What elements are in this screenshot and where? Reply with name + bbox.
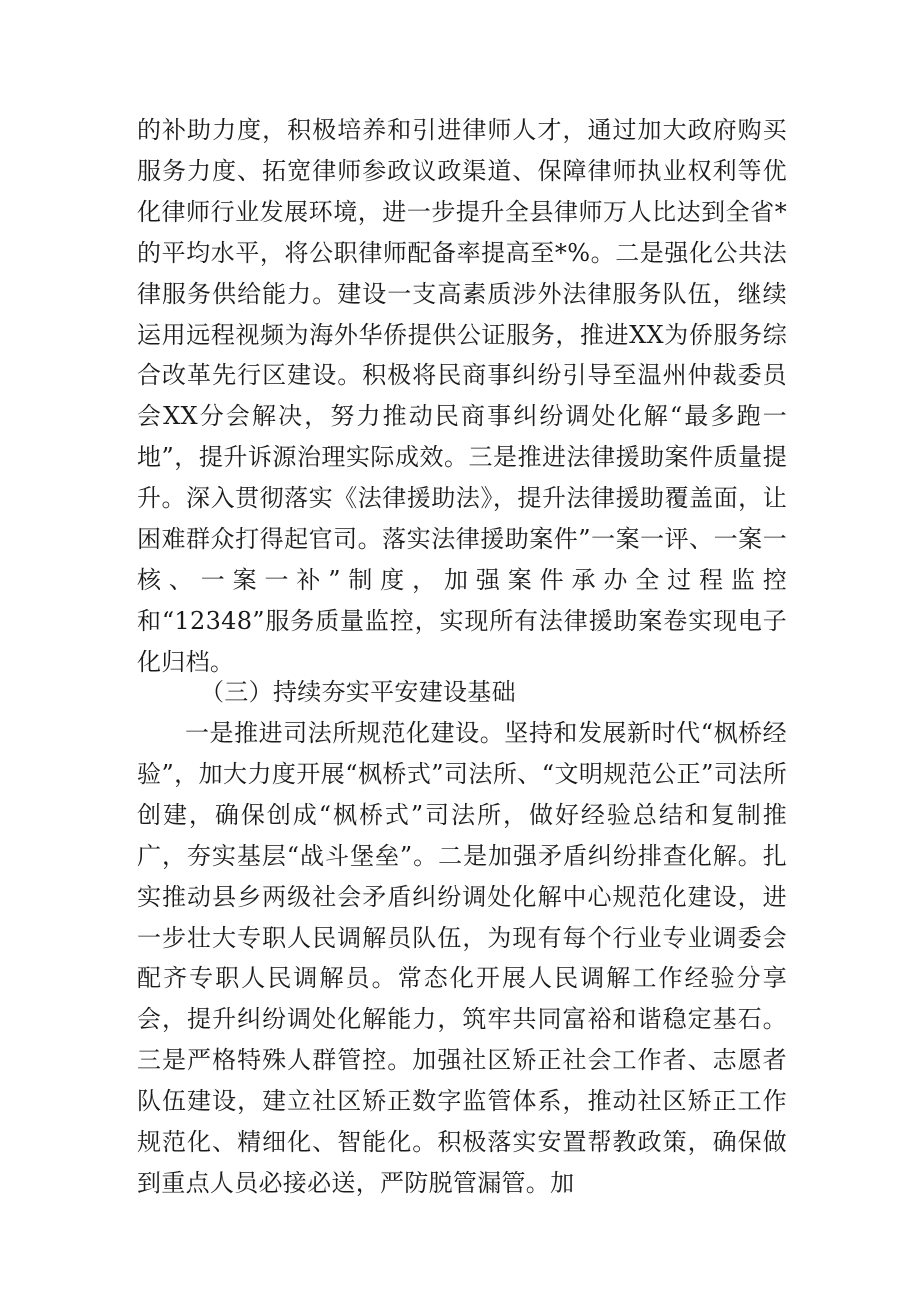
section-body-paragraph: 一是推进司法所规范化建设。坚持和发展新时代“枫桥经验”，加大力度开展“枫桥式”司法所、“文明规范公正”司法所创建，确保创成“枫桥式”司法所，做好经验总结和复制推广，夯实基层“战斗堡垒”。二是加强矛盾纠纷排查化解。扎实推动县乡两级社会矛盾纠纷调处化解中心规范化建设，进一步壮大专职人民调解员队伍，为现有每个行业专业调委会配齐专职人民调解员。常态化开展人民调解工作经验分享会，提升纠纷调处化解能力，筑牢共同富裕和谐稳定基石。三是严格特殊人群管控。加强社区矫正社会工作者、志愿者队伍建设，建立社区矫正数字监管体系，推动社区矫正工作规范化、精细化、智能化。积极落实安置帮教政策，确保做到重点人员必接必送，严防脱管漏管。加 xyxy=(137,719,787,1197)
body-paragraph-continued: 的补助力度，积极培养和引进律师人才，通过加大政府购买服务力度、拓宽律师参政议政渠道、保障律师执业权利等优化律师行业发展环境，进一步提升全县律师万人比达到全省*的平均水平，将公职律师配备率提高至*%。二是强化公共法律服务供给能力。建设一支高素质涉外法律服务队伍，继续运用远程视频为海外华侨提供公证服务，推进XX为侨服务综合改革先行区建设。积极将民商事纠纷引导至温州仲裁委员会XX分会解决，努力推动民商事纠纷调处化解“最多跑一地”，提升诉源治理实际成效。三是推进法律援助案件质量提升。深入贯彻落实《法律援助法》，提升法律援助覆盖面，让困难群众打得起官司。落实法律援助案件”一案一评、一案一核、一案一补”制度，加强案件承办全过程监控和“12348”服务质量监控，实现所有法律援助案卷实现电子化归档。 xyxy=(137,116,787,676)
section-heading: （三）持续夯实平安建设基础 xyxy=(200,678,516,706)
